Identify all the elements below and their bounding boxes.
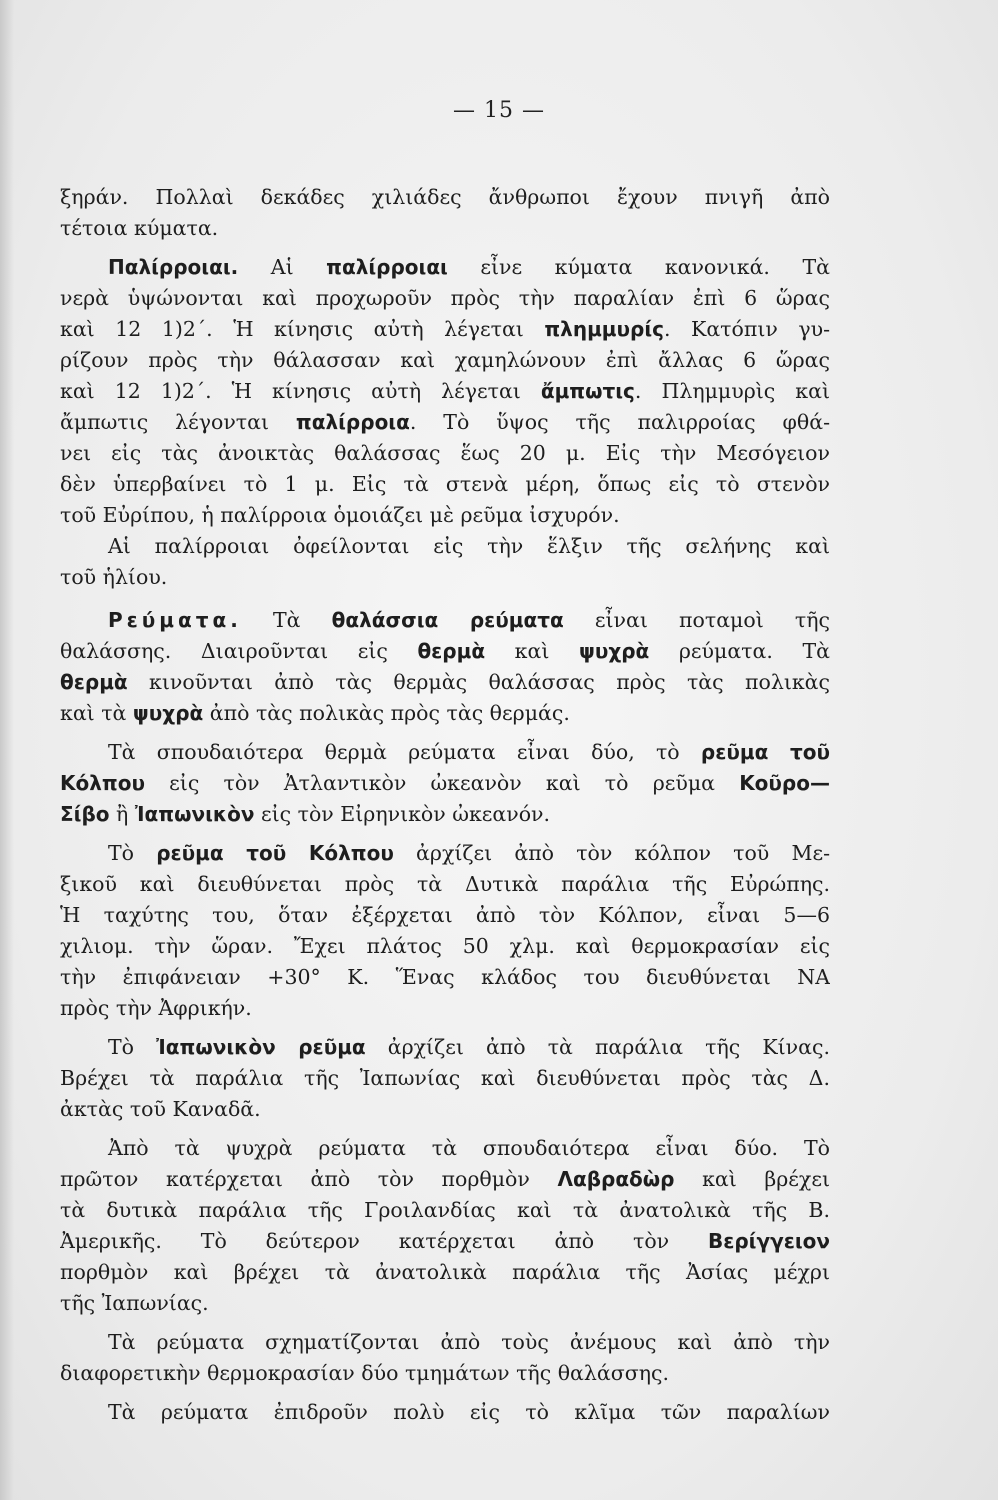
text-line: τοῦ ἡλίου. xyxy=(60,565,168,589)
text-run: καὶ 12 1)2΄. Ἡ κίνησις αὐτὴ λέγεται xyxy=(60,317,545,341)
term-japanese: Ἰαπωνικὸν xyxy=(134,802,255,826)
term-warm: θερμὰ xyxy=(417,639,486,663)
text-line xyxy=(60,838,830,869)
text-line xyxy=(60,407,830,438)
text-line: πρὸς τὴν Ἀφρικήν. xyxy=(60,996,252,1020)
text-run: εἶνε κύματα κανονικά. Τὰ xyxy=(447,255,830,279)
text-line: Βρέχει τὰ παράλια τῆς Ἰαπωνίας καὶ διευθύνεται πρὸς τὰς Δ. xyxy=(60,1066,830,1090)
text-line: τοῦ Εὐρίπου, ἡ παλίρροια ὁμοιάζει μὲ ρεῦμα ἰσχυρόν. xyxy=(60,503,620,527)
term-bering: Βερίγγειον xyxy=(707,1229,830,1253)
text-run: εἰς τὸν Ἀτλαντικὸν ὠκεανὸν καὶ τὸ ρεῦμα xyxy=(144,771,740,795)
term-tides: παλίρροιαι xyxy=(326,255,448,279)
text-line: Τὰ ρεύματα σχηματίζονται ἀπὸ τοὺς ἀνέμους καὶ ἀπὸ τὴν xyxy=(108,1330,830,1354)
text-run: ρεύματα. Τὰ xyxy=(649,639,830,663)
text-line xyxy=(60,1164,830,1195)
text-line xyxy=(60,1032,830,1063)
term-flood-tide: πλημμυρίς xyxy=(544,317,664,341)
text-line xyxy=(60,698,830,729)
text-run: καὶ xyxy=(485,639,579,663)
text-line: ξικοῦ καὶ διευθύνεται πρὸς τὰ Δυτικὰ παράλια τῆς Εὐρώπης. xyxy=(60,872,830,896)
text-line: Τὰ ρεύματα ἐπιδροῦν πολὺ εἰς τὸ κλῖμα τῶν παραλίων xyxy=(108,1400,830,1424)
text-run: ἄμπωτις λέγονται xyxy=(60,410,296,434)
text-run: ἀρχίζει ἀπὸ τὸν κόλπον τοῦ Με- xyxy=(393,841,830,865)
text-run: . Κατόπιν γυ- xyxy=(663,317,830,341)
text-line: νει εἰς τὰς ἀνοικτὰς θαλάσσας ἕως 20 μ. Εἰς τὴν Μεσόγειον xyxy=(60,441,830,465)
text-line: τὰ δυτικὰ παράλια τῆς Γροιλανδίας καὶ τὰ ἀνατολικὰ τῆς Β. xyxy=(60,1198,830,1222)
text-line: διαφορετικὴν θερμοκρασίαν δύο τμημάτων τῆς θαλάσσης. xyxy=(60,1361,670,1385)
text-run: Ἀμερικῆς. Τὸ δεύτερον κατέρχεται ἀπὸ τὸν xyxy=(60,1229,708,1253)
text-line: τῆς Ἰαπωνίας. xyxy=(60,1291,209,1315)
text-line xyxy=(60,799,830,830)
section-heading-currents: Ρεύματα. xyxy=(108,608,242,632)
text-run: ἀρχίζει ἀπὸ τὰ παράλια τῆς Κίνας. xyxy=(365,1035,830,1059)
text-run: πρῶτον κατέρχεται ἀπὸ τὸν πορθμὸν xyxy=(60,1167,558,1191)
text-run: κινοῦνται ἀπὸ τὰς θερμὰς θαλάσσας πρὸς τὰς πολικὰς xyxy=(127,670,830,694)
text-line xyxy=(60,667,830,698)
text-line xyxy=(60,737,830,768)
term-ebb-tide: ἄμπωτις xyxy=(540,379,635,403)
term-cold: ψυχρὰ xyxy=(578,639,650,663)
term-kuroshio: Κοῦρο— xyxy=(739,771,830,795)
text-line: τέτοια κύματα. xyxy=(60,216,219,240)
term-labrador: Λαβραδὼρ xyxy=(557,1167,675,1191)
text-run: Αἱ xyxy=(238,255,327,279)
term-gulf: Κόλπου xyxy=(60,771,145,795)
text-line: ξηράν. Πολλαὶ δεκάδες χιλιάδες ἄνθρωποι ἔχουν πνιγῆ ἀπὸ xyxy=(60,185,830,209)
text-run: θαλάσσης. Διαιροῦνται εἰς xyxy=(60,639,418,663)
term-gulf-stream: ρεῦμα τοῦ Κόλπου xyxy=(156,841,394,865)
text-line: νερὰ ὑψώνονται καὶ προχωροῦν πρὸς τὴν παραλίαν ἐπὶ 6 ὥρας xyxy=(60,286,830,310)
text-line xyxy=(60,768,830,799)
term-warm: θερμὰ xyxy=(60,670,128,694)
term-tide: παλίρροια xyxy=(295,410,410,434)
text-run: Τὸ xyxy=(108,1035,157,1059)
text-line: ρίζουν πρὸς τὴν θάλασσαν καὶ χαμηλώνουν ἐπὶ ἄλλας 6 ὥρας xyxy=(60,348,830,372)
text-run: . Τὸ ὕψος τῆς παλιρροίας φθά- xyxy=(409,410,830,434)
page-number: — 15 — xyxy=(453,98,545,123)
term-shio: Σίβο xyxy=(60,802,110,826)
text-line xyxy=(60,636,830,667)
text-run: εἶναι ποταμοὶ τῆς xyxy=(563,608,830,632)
text-run: Τὰ σπουδαιότερα θερμὰ ρεύματα εἶναι δύο, τὸ xyxy=(108,740,701,764)
text-line xyxy=(60,376,830,407)
text-line xyxy=(60,252,830,283)
text-run: ἀπὸ τὰς πολικὰς πρὸς τὰς θερμάς. xyxy=(203,701,570,725)
text-line xyxy=(60,605,830,636)
text-run: καὶ τὰ xyxy=(60,701,133,725)
text-run: Τὸ xyxy=(108,841,157,865)
text-line xyxy=(60,314,830,345)
term-sea-currents: θαλάσσια ρεύματα xyxy=(331,608,564,632)
text-line: Ἀπὸ τὰ ψυχρὰ ρεύματα τὰ σπουδαιότερα εἶναι δύο. Τὸ xyxy=(108,1136,830,1160)
text-line: δὲν ὑπερβαίνει τὸ 1 μ. Εἰς τὰ στενὰ μέρη, ὅπως εἰς τὸ στενὸν xyxy=(60,472,830,496)
text-run: . Πλημμυρὶς καὶ xyxy=(634,379,830,403)
term-japanese-current: Ἰαπωνικὸν ρεῦμα xyxy=(156,1035,366,1059)
text-run: ἢ xyxy=(109,802,135,826)
text-line: τὴν ἐπιφάνειαν +30° Κ. Ἕνας κλάδος του διευθύνεται ΝΑ xyxy=(60,965,830,989)
text-line: Αἱ παλίρροιαι ὀφείλονται εἰς τὴν ἕλξιν τῆς σελήνης καὶ xyxy=(108,534,830,558)
text-line: Ἡ ταχύτης του, ὅταν ἐξέρχεται ἀπὸ τὸν Κόλπον, εἶναι 5—6 xyxy=(60,903,830,927)
text-run: καὶ βρέχει xyxy=(674,1167,830,1191)
text-line: πορθμὸν καὶ βρέχει τὰ ἀνατολικὰ παράλια τῆς Ἀσίας μέχρι xyxy=(60,1260,830,1284)
text-run: εἰς τὸν Εἰρηνικὸν ὠκεανόν. xyxy=(254,802,551,826)
text-line: χιλιομ. τὴν ὥραν. Ἔχει πλάτος 50 χλμ. καὶ θερμοκρασίαν εἰς xyxy=(60,934,830,958)
text-line xyxy=(60,1226,830,1257)
text-run: Τὰ xyxy=(241,608,332,632)
text-run: καὶ 12 1)2΄. Ἡ κίνησις αὐτὴ λέγεται xyxy=(60,379,541,403)
section-heading-tides: Παλίρροιαι. xyxy=(108,255,239,279)
term-cold: ψυχρὰ xyxy=(132,701,204,725)
body-text xyxy=(60,182,830,1428)
page-edge-shadow xyxy=(0,0,14,1500)
text-line: ἀκτὰς τοῦ Καναδᾶ. xyxy=(60,1097,261,1121)
term-gulf-stream: ρεῦμα τοῦ xyxy=(700,740,830,764)
